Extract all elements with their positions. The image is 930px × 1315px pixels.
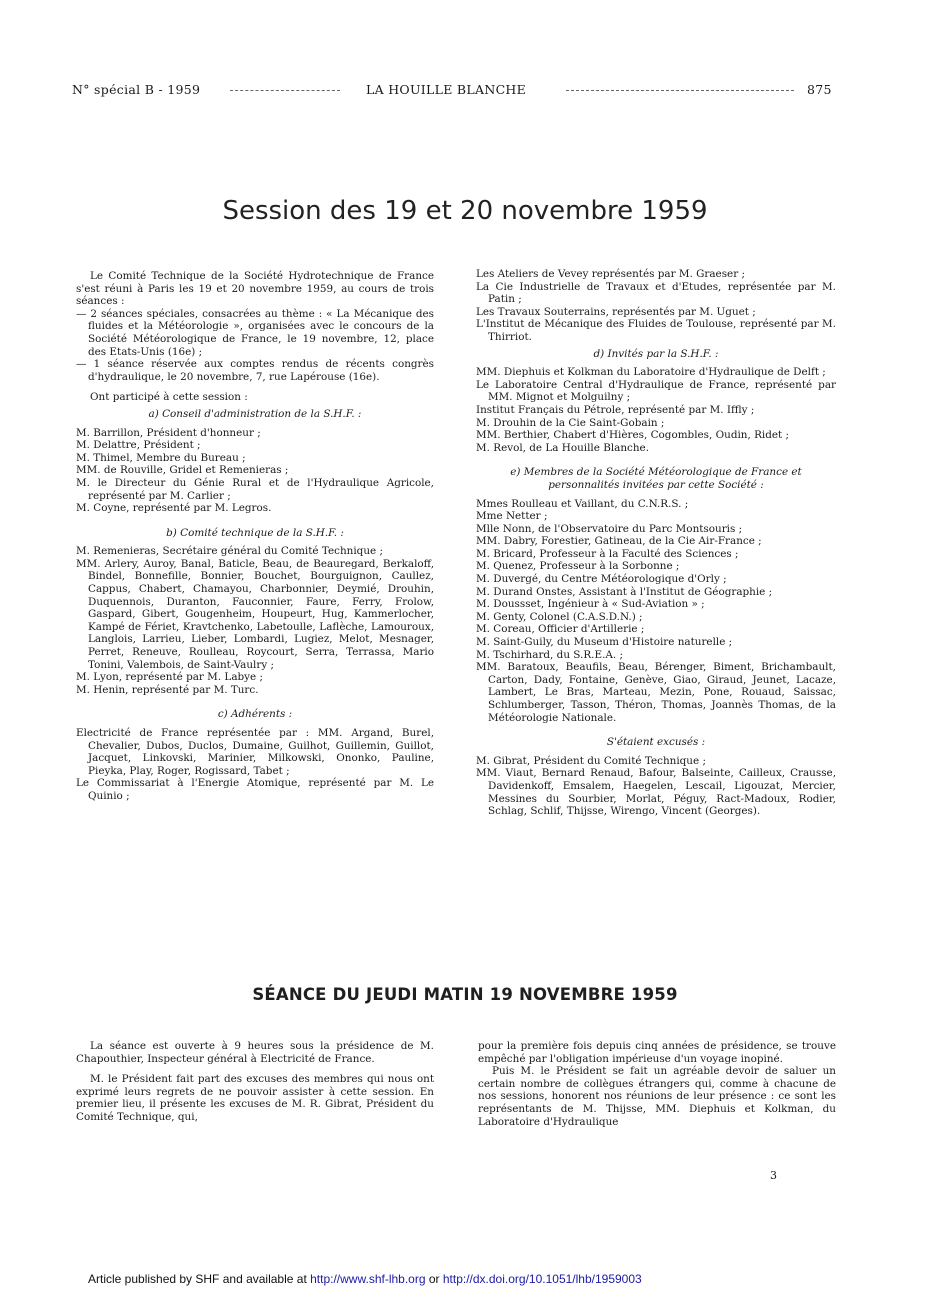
text-paragraph: M. Henin, représenté par M. Turc. <box>76 683 259 696</box>
text-paragraph: M. Revol, de La Houille Blanche. <box>476 441 650 454</box>
text-paragraph: Les Travaux Souterrains, représentés par M. Uguet ; <box>476 305 756 318</box>
text-paragraph: MM. Baratoux, Beaufils, Beau, Bérenger, Biment, Brichambault, Carton, Dady, Fontaine, Genève, Giao, Giraud, Jeunet, Lacaze, Lambert, Le Bras, Marteau, Mezin, Pone, Rouaud, Saissac, Schlumberger, Tasson, Théron, Thomas, Joannès Thomas, de la Météorologie Nationale. <box>476 661 836 724</box>
session-title: Session des 19 et 20 novembre 1959 <box>222 196 708 226</box>
text-paragraph: M. le Directeur du Génie Rural et de l'Hydraulique Agricole, représenté par M. Carlier ; <box>76 476 434 502</box>
text-paragraph: MM. Diephuis et Kolkman du Laboratoire d'Hydraulique de Delft ; <box>476 366 826 379</box>
text-paragraph: Le Laboratoire Central d'Hydraulique de France, représenté par MM. Mignot et Molguilny ; <box>476 378 836 404</box>
text-paragraph: MM. Dabry, Forestier, Gatineau, de la Cie Air-France ; <box>476 535 762 548</box>
page-number: 3 <box>770 1169 777 1182</box>
text-paragraph: La séance est ouverte à 9 heures sous la présidence de M. Chapouthier, Inspecteur général à Electricité de France. <box>76 1040 434 1065</box>
text-paragraph: Mme Netter ; <box>476 510 548 523</box>
footer-note <box>88 1272 642 1286</box>
text-paragraph: M. Tschirhard, du S.R.E.A. ; <box>476 648 623 661</box>
text-paragraph: Les Ateliers de Vevey représentés par M. Graeser ; <box>476 268 745 280</box>
paragraph-gap <box>76 696 434 704</box>
text-paragraph: M. Thimel, Membre du Bureau ; <box>76 451 246 464</box>
text-paragraph: M. Drouhin de la Cie Saint-Gobain ; <box>476 416 665 429</box>
text-paragraph: pour la première fois depuis cinq années de présidence, se trouve empêché par l'obligation impérieuse d'un voyage inopiné. <box>478 1040 836 1065</box>
section-subheading: d) Invités par la S.H.F. : <box>593 347 719 360</box>
text-paragraph: Institut Français du Pétrole, représenté par M. Iffly ; <box>476 403 755 416</box>
bottom-right-column <box>478 1040 836 1128</box>
paragraph-gap <box>476 454 836 462</box>
text-paragraph: MM. de Rouville, Gridel et Remenieras ; <box>76 464 289 477</box>
footer-prefix: Article published by SHF and available at <box>88 1272 311 1286</box>
text-paragraph: M. Lyon, représenté par M. Labye ; <box>76 671 264 684</box>
text-paragraph: MM. Berthier, Chabert d'Hières, Cogombles, Oudin, Ridet ; <box>476 429 790 442</box>
footer-link-doi[interactable]: http://dx.doi.org/10.1051/lhb/1959003 <box>442 1272 642 1286</box>
left-column <box>76 270 434 803</box>
text-paragraph: M. Bricard, Professeur à la Faculté des Sciences ; <box>476 547 739 560</box>
text-paragraph: — 2 séances spéciales, consacrées au thème : « La Mécanique des fluides et la Météorologie », organisées avec le concours de la Société Météorologique de France, le 19 novembre, 12, place des Etats-Unis (16e) ; <box>76 307 434 358</box>
text-paragraph: M. Saint-Guily, du Museum d'Histoire naturelle ; <box>476 636 733 649</box>
text-paragraph: M. Remenieras, Secrétaire général du Comité Technique ; <box>76 545 383 558</box>
paragraph-gap <box>76 383 434 391</box>
footer-link-shf[interactable]: http://www.shf-lhb.org <box>310 1272 426 1286</box>
footer-mid: or <box>425 1272 443 1286</box>
text-paragraph: M. Quenez, Professeur à la Sorbonne ; <box>476 560 680 573</box>
bottom-left-column <box>76 1040 434 1124</box>
section-subheading: S'étaient excusés : <box>606 736 706 749</box>
text-paragraph: Puis M. le Président se fait un agréable devoir de saluer un certain nombre de collègues étrangers qui, comme à chacune de nos sessions, honorent nos réunions de leur présence : ce sont les représentants de M. Thijsse, MM. Diephuis et Kolkman, du Laboratoire d'Hydraulique <box>478 1065 836 1128</box>
section-subheading: e) Membres de la Société Météorologique de France et personnalités invitées par cette Société : <box>510 466 802 491</box>
paragraph-gap <box>476 724 836 732</box>
text-paragraph: M. Barrillon, Président d'honneur ; <box>76 426 261 439</box>
text-paragraph: Le Comité Technique de la Société Hydrotechnique de France s'est réuni à Paris les 19 et 20 novembre 1959, au cours de trois séances : <box>76 270 434 308</box>
text-paragraph: Ont participé à cette session : <box>90 391 248 404</box>
text-paragraph: M. Duvergé, du Centre Météorologique d'Orly ; <box>476 573 727 586</box>
header-rule-right <box>566 82 794 97</box>
text-paragraph: Mlle Nonn, de l'Observatoire du Parc Montsouris ; <box>476 522 743 535</box>
page-folio: 875 <box>807 82 832 97</box>
text-paragraph: MM. Viaut, Bernard Renaud, Bafour, Balseinte, Cailleux, Crausse, Davidenkoff, Emsalem, Haegelen, Lescail, Ligouzat, Mercier, Messines du Sourbier, Morlat, Péguy, Ract-Madoux, Rodier, Schlag, Schlif, Thijsse, Wirengo, Vincent (Georges). <box>476 767 836 818</box>
text-paragraph: M. Coyne, représenté par M. Legros. <box>76 502 272 515</box>
journal-name: LA HOUILLE BLANCHE <box>366 82 527 97</box>
seance-title: SÉANCE DU JEUDI MATIN 19 NOVEMBRE 1959 <box>252 985 678 1004</box>
text-paragraph: M. le Président fait part des excuses des membres qui nous ont exprimé leurs regrets de ne pouvoir assister à cette session. En premier lieu, il présente les excuses de M. R. Gibrat, Président du Comité Technique, qui, <box>76 1073 434 1123</box>
text-paragraph: La Cie Industrielle de Travaux et d'Etudes, représentée par M. Patin ; <box>476 280 836 306</box>
section-subheading: b) Comité technique de la S.H.F. : <box>166 526 344 539</box>
text-paragraph: M. Gibrat, Président du Comité Technique ; <box>476 754 706 767</box>
text-paragraph: — 1 séance réservée aux comptes rendus de récents congrès d'hydraulique, le 20 novembre, 7, rue Lapérouse (16e). <box>76 358 434 383</box>
paragraph-gap <box>76 515 434 523</box>
text-paragraph: M. Delattre, Président ; <box>76 439 201 452</box>
section-subheading: a) Conseil d'administration de la S.H.F. : <box>148 407 362 420</box>
header-rule-left <box>230 82 340 97</box>
text-paragraph: MM. Arlery, Auroy, Banal, Baticle, Beau, de Beauregard, Berkaloff, Bindel, Bonnefille, Bonnier, Bouchet, Bourguignon, Caullez, Cappus, Chabert, Chamayou, Charbonnier, Deymié, Drouhin, Duquennois, Duranton, Fauconnier, Faure, Ferry, Frolow, Gaspard, Gibert, Gougenheim, Houpeurt, Hug, Kammerlocher, Kampé de Fériet, Kravtchenko, Labetoulle, Laflèche, Lamouroux, Langlois, Larrieu, Lieber, Lombardi, Lugiez, Melot, Mesnager, Perret, Reneuve, Roulleau, Roycourt, Serra, Terrassa, Mario Tonini, Valembois, de Saint-Vaulry ; <box>76 557 434 671</box>
text-paragraph: M. Genty, Colonel (C.A.S.D.N.) ; <box>476 610 643 623</box>
right-column <box>476 268 836 818</box>
text-paragraph: Mmes Roulleau et Vaillant, du C.N.R.S. ; <box>476 497 689 510</box>
paragraph-gap <box>76 1065 434 1073</box>
text-paragraph: L'Institut de Mécanique des Fluides de Toulouse, représenté par M. Thirriot. <box>476 318 836 343</box>
text-paragraph: M. Coreau, Officier d'Artillerie ; <box>476 623 645 636</box>
section-subheading: c) Adhérents : <box>217 708 293 721</box>
text-paragraph: M. Doussset, Ingénieur à « Sud-Aviation » ; <box>476 598 705 611</box>
text-paragraph: M. Durand Onstes, Assistant à l'Institut de Géographie ; <box>476 585 773 598</box>
text-paragraph: Electricité de France représentée par : MM. Argand, Burel, Chevalier, Dubos, Duclos, Dumaine, Guilhot, Guillemin, Guillot, Jacquet, Linkovski, Marinier, Milkowski, Ononko, Pauline, Pieyka, Play, Roger, Rogissard, Tabet ; <box>76 727 434 777</box>
issue-label: N° spécial B - 1959 <box>72 82 201 97</box>
text-paragraph: Le Commissariat à l'Energie Atomique, représenté par M. Le Quinio ; <box>76 777 434 802</box>
